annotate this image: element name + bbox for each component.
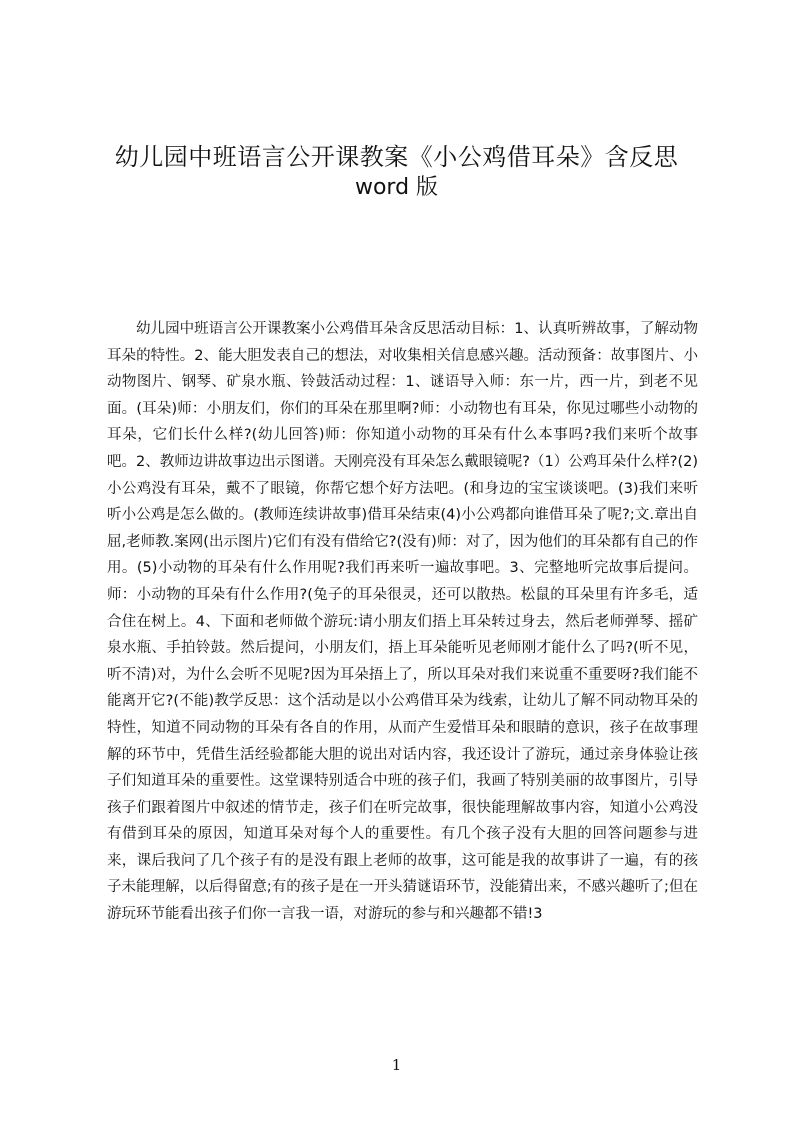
document-title <box>60 140 733 202</box>
title-line-1: 幼儿园中班语言公开课教案《小公鸡借耳朵》含反思 <box>114 143 679 171</box>
title-line-2: word 版 <box>354 175 439 200</box>
page-number: 1 <box>391 1056 402 1074</box>
body-paragraph: 幼儿园中班语言公开课教案小公鸡借耳朵含反思活动目标：1、认真听辨故事，了解动物耳朵的特性。2、能大胆发表自己的想法，对收集相关信息感兴趣。活动预备：故事图片、小动物图片、钢琴、矿泉水瓶、铃鼓活动过程：1、谜语导入师：东一片，西一片，到老不见面。(耳朵)师：小朋友们，你们的耳朵在那里啊?师：小动物也有耳朵，你见过哪些小动物的耳朵，它们长什么样?(幼儿回答)师：你知道小动物的耳朵有什么本事吗?我们来听个故事吧。2、教师边讲故事边出示图谱。天刚亮没有耳朵怎么戴眼镜呢?（1）公鸡耳朵什么样?(2)小公鸡没有耳朵，戴不了眼镜，你帮它想个好方法吧。(和身边的宝宝谈谈吧。(3)我们来听听小公鸡是怎么做的。(教师连续讲故事)借耳朵结束(4)小公鸡都向谁借耳朵了呢?;文.章出自屈,老师教.案网(出示图片)它们有没有借给它?(没有)师：对了，因为他们的耳朵都有自己的作用。(5)小动物的耳朵有什么作用呢?我们再来听一遍故事吧。3、完整地听完故事后提问。师：小动物的耳朵有什么作用?(兔子的耳朵很灵，还可以散热。松鼠的耳朵里有许多毛，适合住在树上。4、下面和老师做个游玩:请小朋友们捂上耳朵转过身去，然后老师弹琴、摇矿泉水瓶、手拍铃鼓。然后提问，小朋友们，捂上耳朵能听见老师刚才能什么了吗?(听不见，听不清)对，为什么会听不见呢?因为耳朵捂上了，所以耳朵对我们来说重不重要呀?我们能不能离开它?(不能)教学反思：这个活动是以小公鸡借耳朵为线索，让幼儿了解不同动物耳朵的特性，知道不同动物的耳朵有各自的作用，从而产生爱惜耳朵和眼睛的意识，孩子在故事理解的环节中，凭借生活经验都能大胆的说出对话内容，我还设计了游玩，通过亲身体验让孩子们知道耳朵的重要性。这堂课特别适合中班的孩子们，我画了特别美丽的故事图片，引导孩子们跟着图片中叙述的情节走，孩子们在听完故事，很快能理解故事内容，知道小公鸡没有借到耳朵的原因，知道耳朵对每个人的重要性。有几个孩子没有大胆的回答问题参与进来，课后我问了几个孩子有的是没有跟上老师的故事，这可能是我的故事讲了一遍，有的孩子未能理解，以后得留意;有的孩子是在一开头猜谜语环节，没能猜出来，不感兴趣听了;但在游玩环节能看出孩子们你一言我一语，对游玩的参与和兴趣都不错!3 <box>107 321 698 923</box>
